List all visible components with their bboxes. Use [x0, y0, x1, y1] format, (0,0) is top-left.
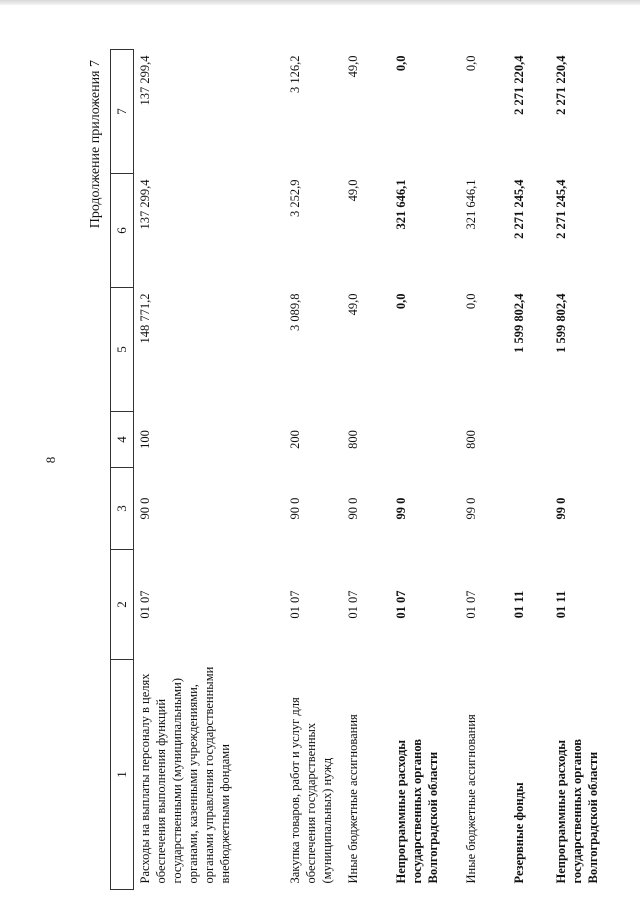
amount-col5: 0,0 [393, 293, 408, 310]
row-name: Непрограммные расходы государственных органов Волгоградской области [393, 738, 440, 884]
expense-type-code [390, 412, 460, 468]
amount-col7: 49,0 [345, 55, 360, 78]
table-row [342, 50, 390, 890]
column-header: 7 [111, 50, 134, 174]
row-name: Закупка товаров, работ и услуг для обеспечения государственных (муниципальных) нужд [287, 697, 334, 884]
program-code: 90 0 [287, 497, 302, 520]
column-header: 5 [111, 288, 134, 412]
table-row [390, 50, 460, 890]
amount-col7: 3 126,2 [287, 55, 302, 93]
expense-type-code: 200 [287, 430, 302, 449]
amount-col5: 0,0 [463, 293, 478, 310]
amount-col6: 137 299,4 [138, 179, 152, 230]
amount-col5: 148 771,2 [138, 293, 152, 344]
row-name: Иные бюджетные ассигнования [463, 714, 478, 884]
amount-col6: 2 271 245,4 [553, 179, 568, 239]
section-code: 01 11 [511, 590, 526, 619]
amount-col6: 49,0 [345, 179, 360, 202]
amount-col5: 3 089,8 [287, 293, 302, 331]
expense-type-code: 100 [138, 430, 152, 449]
column-header: 1 [111, 660, 134, 890]
amount-col6: 2 271 245,4 [511, 179, 526, 239]
amount-col6: 321 646,1 [393, 179, 408, 230]
table-row [460, 50, 508, 890]
expense-type-code: 800 [463, 430, 478, 449]
amount-col7: 0,0 [393, 55, 408, 72]
program-code: 90 0 [345, 497, 360, 520]
table-row [550, 50, 632, 890]
amount-col5: 49,0 [345, 293, 360, 316]
row-name: Резервные фонды [511, 782, 526, 884]
program-code: 99 0 [463, 497, 478, 520]
amount-col7: 2 271 220,4 [511, 55, 526, 115]
section-code: 01 07 [345, 590, 360, 619]
section-code: 01 07 [463, 590, 478, 619]
rotated-page [86, 50, 606, 890]
table-body [134, 50, 632, 890]
program-code: 99 0 [553, 497, 568, 520]
section-code: 01 07 [393, 590, 408, 619]
amount-col7: 0,0 [463, 55, 478, 72]
row-name: Расходы на выплаты персоналу в целях обеспечения выполнения функций государственными (муниципальными) органами, казенными учреждениями, органами управления государственными внебюджетными фондами [138, 666, 232, 884]
column-header: 4 [111, 412, 134, 468]
amount-col7: 2 271 220,4 [553, 55, 568, 115]
program-code: 99 0 [393, 497, 408, 520]
expense-type-code [550, 412, 632, 468]
section-code: 01 11 [553, 590, 568, 619]
row-name: Иные бюджетные ассигнования [345, 714, 360, 884]
scan-edge [0, 0, 640, 5]
page-number: 8 [43, 456, 58, 464]
section-code: 01 07 [287, 590, 302, 619]
expense-type-code [508, 412, 550, 468]
amount-col5: 1 599 802,4 [511, 293, 526, 353]
amount-col6: 3 252,9 [287, 179, 302, 217]
column-header: 2 [111, 550, 134, 660]
column-header: 6 [111, 174, 134, 288]
column-number-row [111, 50, 134, 890]
table-row [134, 50, 284, 890]
amount-col7: 137 299,4 [138, 55, 152, 106]
section-code: 01 07 [138, 590, 152, 619]
amount-col6: 321 646,1 [463, 179, 478, 230]
row-name: Непрограммные расходы государственных органов Волгоградской области [553, 738, 600, 884]
table-row [508, 50, 550, 890]
column-header: 3 [111, 468, 134, 550]
program-code [508, 468, 550, 550]
expense-type-code: 800 [345, 430, 360, 449]
budget-table [110, 49, 632, 890]
program-code: 90 0 [138, 497, 152, 520]
amount-col5: 1 599 802,4 [553, 293, 568, 353]
table-row [284, 50, 342, 890]
appendix-caption: Продолжение приложения 7 [88, 60, 103, 229]
